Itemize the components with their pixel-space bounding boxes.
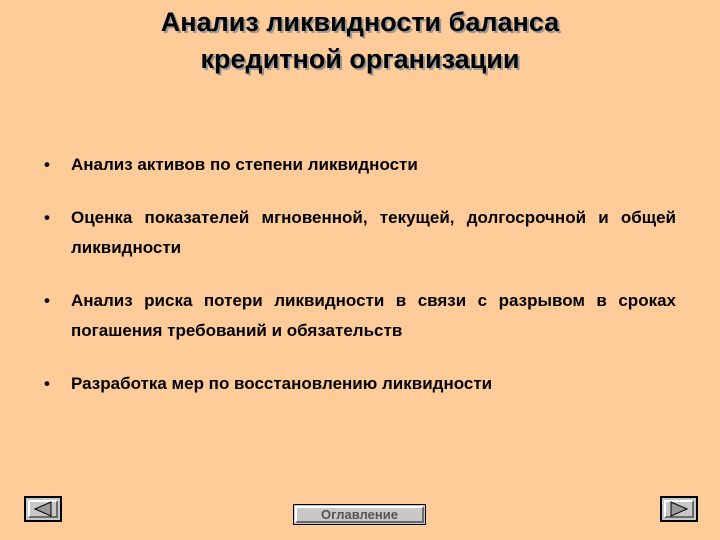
slide-title-line-2: кредитной организации: [200, 44, 520, 74]
bullet-text: Анализ активов по степени ликвидности: [71, 155, 418, 174]
bullet-list: [44, 150, 676, 422]
bullet-item: [44, 150, 676, 180]
bullet-item: [44, 203, 676, 263]
slide-title: [0, 4, 720, 78]
bullet-text: Оценка показателей мгновенной, текущей, долгосрочной и общей ликвидности: [71, 208, 676, 257]
triangle-right-icon: [662, 498, 696, 520]
previous-slide-button[interactable]: [24, 496, 62, 522]
bullet-text: Разработка мер по восстановлению ликвидности: [71, 374, 493, 393]
bullet-marker: •: [44, 291, 50, 310]
bullet-marker: •: [44, 374, 50, 393]
bullet-marker: •: [44, 155, 50, 174]
next-slide-button[interactable]: [660, 496, 698, 522]
slide-title-line-1: Анализ ликвидности баланса: [160, 7, 560, 37]
bullet-item: [44, 286, 676, 346]
bullet-text: Анализ риска потери ликвидности в связи с разрывом в сроках погашения требований и обязательств: [71, 291, 676, 340]
triangle-left-icon: [26, 498, 60, 520]
table-of-contents-button[interactable]: [293, 504, 426, 525]
bullet-marker: •: [44, 208, 50, 227]
bullet-item: [44, 369, 676, 399]
table-of-contents-label: Оглавление: [321, 507, 398, 522]
